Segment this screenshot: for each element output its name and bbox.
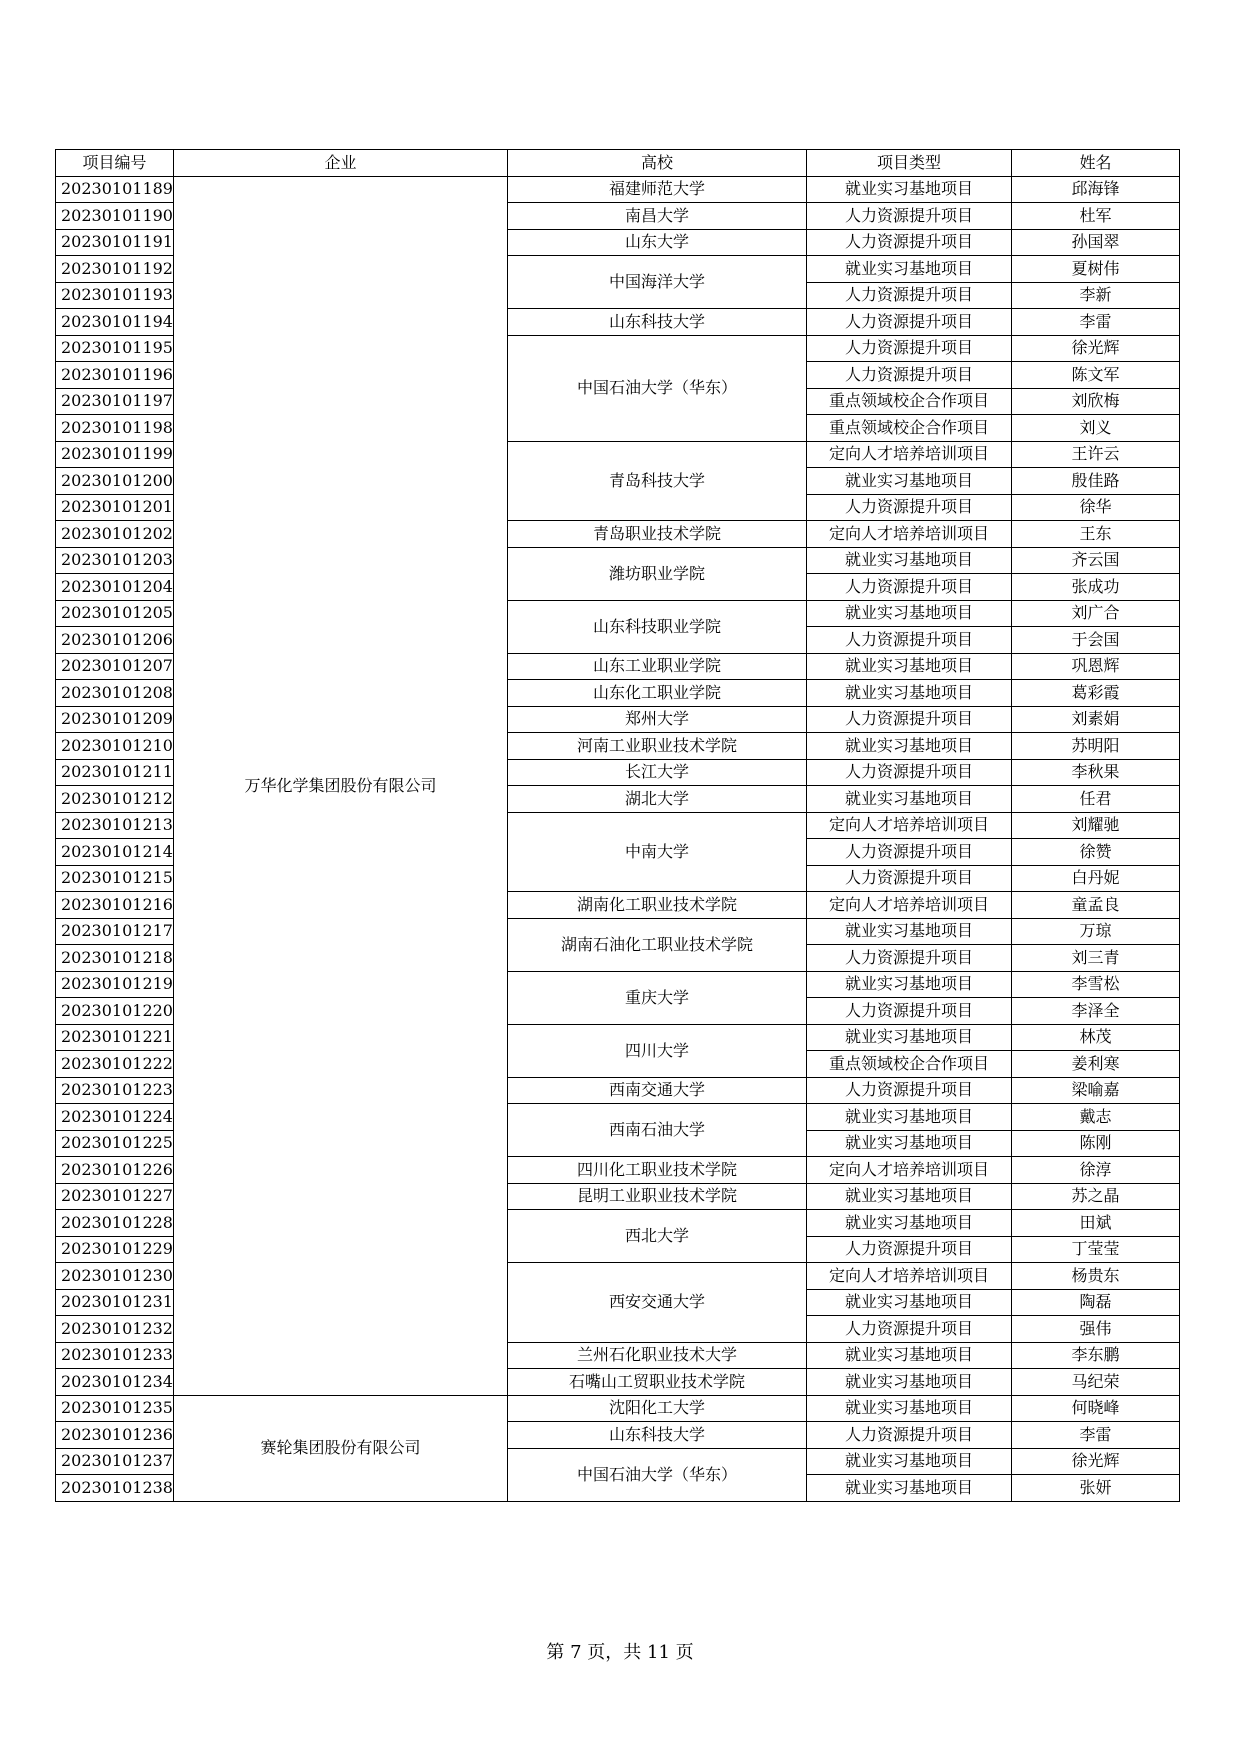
project-type-cell: 就业实习基地项目 — [806, 1289, 1011, 1316]
school-cell: 西安交通大学 — [507, 1263, 806, 1343]
person-name-cell: 白丹妮 — [1011, 865, 1179, 892]
project-type-cell: 重点领域校企合作项目 — [806, 1051, 1011, 1078]
person-name-cell: 童孟良 — [1011, 892, 1179, 919]
person-name-cell: 邱海锋 — [1011, 176, 1179, 203]
school-cell: 湖南石油化工职业技术学院 — [507, 918, 806, 971]
project-id-cell: 20230101218 — [56, 945, 174, 972]
project-type-cell: 定向人才培养培训项目 — [806, 812, 1011, 839]
table-body — [56, 176, 1180, 1501]
header-school: 高校 — [507, 150, 806, 177]
project-type-cell: 就业实习基地项目 — [806, 1395, 1011, 1422]
person-name-cell: 李雷 — [1011, 309, 1179, 336]
project-id-cell: 20230101224 — [56, 1104, 174, 1131]
school-cell: 山东化工职业学院 — [507, 680, 806, 707]
project-id-cell: 20230101206 — [56, 627, 174, 654]
project-type-cell: 就业实习基地项目 — [806, 256, 1011, 283]
company-cell: 万华化学集团股份有限公司 — [173, 176, 507, 1395]
project-type-cell: 人力资源提升项目 — [806, 282, 1011, 309]
school-cell: 山东大学 — [507, 229, 806, 256]
project-type-cell: 就业实习基地项目 — [806, 653, 1011, 680]
person-name-cell: 李新 — [1011, 282, 1179, 309]
project-type-cell: 人力资源提升项目 — [806, 335, 1011, 362]
project-id-cell: 20230101205 — [56, 600, 174, 627]
project-id-cell: 20230101238 — [56, 1475, 174, 1502]
person-name-cell: 孙国翠 — [1011, 229, 1179, 256]
project-id-cell: 20230101192 — [56, 256, 174, 283]
project-id-cell: 20230101217 — [56, 918, 174, 945]
school-cell: 青岛科技大学 — [507, 441, 806, 521]
company-cell: 赛轮集团股份有限公司 — [173, 1395, 507, 1501]
person-name-cell: 徐淳 — [1011, 1157, 1179, 1184]
project-type-cell: 就业实习基地项目 — [806, 680, 1011, 707]
project-id-cell: 20230101226 — [56, 1157, 174, 1184]
school-cell: 河南工业职业技术学院 — [507, 733, 806, 760]
project-type-cell: 人力资源提升项目 — [806, 1422, 1011, 1449]
project-id-cell: 20230101237 — [56, 1448, 174, 1475]
project-type-cell: 就业实习基地项目 — [806, 1475, 1011, 1502]
person-name-cell: 苏明阳 — [1011, 733, 1179, 760]
person-name-cell: 何晓峰 — [1011, 1395, 1179, 1422]
project-type-cell: 重点领域校企合作项目 — [806, 388, 1011, 415]
school-cell: 沈阳化工大学 — [507, 1395, 806, 1422]
project-id-cell: 20230101233 — [56, 1342, 174, 1369]
project-type-cell: 人力资源提升项目 — [806, 362, 1011, 389]
table-row — [56, 1395, 1180, 1422]
project-type-cell: 就业实习基地项目 — [806, 1130, 1011, 1157]
person-name-cell: 徐赞 — [1011, 839, 1179, 866]
project-type-cell: 就业实习基地项目 — [806, 733, 1011, 760]
person-name-cell: 齐云国 — [1011, 547, 1179, 574]
project-type-cell: 就业实习基地项目 — [806, 1183, 1011, 1210]
project-id-cell: 20230101189 — [56, 176, 174, 203]
school-cell: 山东科技大学 — [507, 1422, 806, 1449]
person-name-cell: 巩恩辉 — [1011, 653, 1179, 680]
project-id-cell: 20230101235 — [56, 1395, 174, 1422]
project-type-cell: 就业实习基地项目 — [806, 1210, 1011, 1237]
project-type-cell: 就业实习基地项目 — [806, 1024, 1011, 1051]
person-name-cell: 殷佳路 — [1011, 468, 1179, 495]
project-id-cell: 20230101220 — [56, 998, 174, 1025]
project-id-cell: 20230101215 — [56, 865, 174, 892]
person-name-cell: 徐光辉 — [1011, 335, 1179, 362]
project-type-cell: 人力资源提升项目 — [806, 494, 1011, 521]
project-id-cell: 20230101196 — [56, 362, 174, 389]
person-name-cell: 徐华 — [1011, 494, 1179, 521]
project-type-cell: 定向人才培养培训项目 — [806, 1157, 1011, 1184]
header-company: 企业 — [173, 150, 507, 177]
project-id-cell: 20230101202 — [56, 521, 174, 548]
project-id-cell: 20230101193 — [56, 282, 174, 309]
school-cell: 中国海洋大学 — [507, 256, 806, 309]
person-name-cell: 刘耀驰 — [1011, 812, 1179, 839]
table-row — [56, 176, 1180, 203]
project-type-cell: 人力资源提升项目 — [806, 574, 1011, 601]
school-cell: 湖北大学 — [507, 786, 806, 813]
project-type-cell: 就业实习基地项目 — [806, 786, 1011, 813]
person-name-cell: 姜利寒 — [1011, 1051, 1179, 1078]
project-id-cell: 20230101214 — [56, 839, 174, 866]
project-type-cell: 人力资源提升项目 — [806, 945, 1011, 972]
project-id-cell: 20230101201 — [56, 494, 174, 521]
project-id-cell: 20230101197 — [56, 388, 174, 415]
project-id-cell: 20230101209 — [56, 706, 174, 733]
project-id-cell: 20230101198 — [56, 415, 174, 442]
school-cell: 南昌大学 — [507, 203, 806, 230]
project-type-cell: 人力资源提升项目 — [806, 865, 1011, 892]
person-name-cell: 刘广合 — [1011, 600, 1179, 627]
person-name-cell: 张妍 — [1011, 1475, 1179, 1502]
person-name-cell: 葛彩霞 — [1011, 680, 1179, 707]
person-name-cell: 刘义 — [1011, 415, 1179, 442]
school-cell: 青岛职业技术学院 — [507, 521, 806, 548]
project-type-cell: 定向人才培养培训项目 — [806, 892, 1011, 919]
project-id-cell: 20230101234 — [56, 1369, 174, 1396]
person-name-cell: 戴志 — [1011, 1104, 1179, 1131]
header-project-id: 项目编号 — [56, 150, 174, 177]
person-name-cell: 田斌 — [1011, 1210, 1179, 1237]
person-name-cell: 任君 — [1011, 786, 1179, 813]
school-cell: 西北大学 — [507, 1210, 806, 1263]
project-type-cell: 人力资源提升项目 — [806, 759, 1011, 786]
project-id-cell: 20230101225 — [56, 1130, 174, 1157]
school-cell: 四川大学 — [507, 1024, 806, 1077]
project-table — [55, 149, 1180, 1502]
person-name-cell: 陶磊 — [1011, 1289, 1179, 1316]
person-name-cell: 陈刚 — [1011, 1130, 1179, 1157]
project-id-cell: 20230101208 — [56, 680, 174, 707]
project-id-cell: 20230101219 — [56, 971, 174, 998]
project-type-cell: 人力资源提升项目 — [806, 627, 1011, 654]
school-cell: 中国石油大学（华东） — [507, 1448, 806, 1501]
header-project-type: 项目类型 — [806, 150, 1011, 177]
school-cell: 长江大学 — [507, 759, 806, 786]
project-type-cell: 人力资源提升项目 — [806, 998, 1011, 1025]
person-name-cell: 刘三青 — [1011, 945, 1179, 972]
project-id-cell: 20230101200 — [56, 468, 174, 495]
project-id-cell: 20230101213 — [56, 812, 174, 839]
person-name-cell: 张成功 — [1011, 574, 1179, 601]
project-type-cell: 重点领域校企合作项目 — [806, 415, 1011, 442]
table-header-row — [56, 150, 1180, 177]
school-cell: 昆明工业职业技术学院 — [507, 1183, 806, 1210]
project-type-cell: 定向人才培养培训项目 — [806, 441, 1011, 468]
project-id-cell: 20230101216 — [56, 892, 174, 919]
school-cell: 郑州大学 — [507, 706, 806, 733]
school-cell: 重庆大学 — [507, 971, 806, 1024]
school-cell: 西南石油大学 — [507, 1104, 806, 1157]
school-cell: 山东科技职业学院 — [507, 600, 806, 653]
person-name-cell: 李东鹏 — [1011, 1342, 1179, 1369]
project-id-cell: 20230101204 — [56, 574, 174, 601]
project-id-cell: 20230101203 — [56, 547, 174, 574]
school-cell: 山东工业职业学院 — [507, 653, 806, 680]
project-type-cell: 人力资源提升项目 — [806, 309, 1011, 336]
school-cell: 潍坊职业学院 — [507, 547, 806, 600]
project-type-cell: 就业实习基地项目 — [806, 1342, 1011, 1369]
project-id-cell: 20230101211 — [56, 759, 174, 786]
project-type-cell: 定向人才培养培训项目 — [806, 521, 1011, 548]
project-type-cell: 就业实习基地项目 — [806, 1104, 1011, 1131]
school-cell: 湖南化工职业技术学院 — [507, 892, 806, 919]
project-type-cell: 就业实习基地项目 — [806, 468, 1011, 495]
person-name-cell: 强伟 — [1011, 1316, 1179, 1343]
project-id-cell: 20230101231 — [56, 1289, 174, 1316]
school-cell: 四川化工职业技术学院 — [507, 1157, 806, 1184]
school-cell: 石嘴山工贸职业技术学院 — [507, 1369, 806, 1396]
project-type-cell: 就业实习基地项目 — [806, 971, 1011, 998]
person-name-cell: 李雷 — [1011, 1422, 1179, 1449]
person-name-cell: 徐光辉 — [1011, 1448, 1179, 1475]
person-name-cell: 苏之晶 — [1011, 1183, 1179, 1210]
person-name-cell: 李秋果 — [1011, 759, 1179, 786]
project-id-cell: 20230101228 — [56, 1210, 174, 1237]
person-name-cell: 于会国 — [1011, 627, 1179, 654]
person-name-cell: 李雪松 — [1011, 971, 1179, 998]
person-name-cell: 李泽全 — [1011, 998, 1179, 1025]
project-id-cell: 20230101195 — [56, 335, 174, 362]
project-id-cell: 20230101227 — [56, 1183, 174, 1210]
page-number: 第 7 页，共 11 页 — [546, 1642, 694, 1663]
project-id-cell: 20230101236 — [56, 1422, 174, 1449]
person-name-cell: 林茂 — [1011, 1024, 1179, 1051]
person-name-cell: 梁喻嘉 — [1011, 1077, 1179, 1104]
project-id-cell: 20230101191 — [56, 229, 174, 256]
person-name-cell: 刘欣梅 — [1011, 388, 1179, 415]
project-id-cell: 20230101222 — [56, 1051, 174, 1078]
project-type-cell: 人力资源提升项目 — [806, 229, 1011, 256]
project-type-cell: 就业实习基地项目 — [806, 1369, 1011, 1396]
project-type-cell: 定向人才培养培训项目 — [806, 1263, 1011, 1290]
project-type-cell: 就业实习基地项目 — [806, 176, 1011, 203]
school-cell: 中南大学 — [507, 812, 806, 892]
project-id-cell: 20230101230 — [56, 1263, 174, 1290]
project-type-cell: 人力资源提升项目 — [806, 203, 1011, 230]
project-id-cell: 20230101194 — [56, 309, 174, 336]
person-name-cell: 刘素娟 — [1011, 706, 1179, 733]
project-id-cell: 20230101210 — [56, 733, 174, 760]
person-name-cell: 杨贵东 — [1011, 1263, 1179, 1290]
project-id-cell: 20230101190 — [56, 203, 174, 230]
project-id-cell: 20230101212 — [56, 786, 174, 813]
project-type-cell: 就业实习基地项目 — [806, 918, 1011, 945]
project-id-cell: 20230101199 — [56, 441, 174, 468]
person-name-cell: 王东 — [1011, 521, 1179, 548]
project-type-cell: 人力资源提升项目 — [806, 1316, 1011, 1343]
project-id-cell: 20230101229 — [56, 1236, 174, 1263]
school-cell: 福建师范大学 — [507, 176, 806, 203]
person-name-cell: 陈文军 — [1011, 362, 1179, 389]
school-cell: 山东科技大学 — [507, 309, 806, 336]
project-id-cell: 20230101232 — [56, 1316, 174, 1343]
person-name-cell: 王许云 — [1011, 441, 1179, 468]
header-person-name: 姓名 — [1011, 150, 1179, 177]
project-id-cell: 20230101207 — [56, 653, 174, 680]
person-name-cell: 杜军 — [1011, 203, 1179, 230]
school-cell: 西南交通大学 — [507, 1077, 806, 1104]
school-cell: 兰州石化职业技术大学 — [507, 1342, 806, 1369]
person-name-cell: 丁莹莹 — [1011, 1236, 1179, 1263]
project-id-cell: 20230101221 — [56, 1024, 174, 1051]
project-type-cell: 就业实习基地项目 — [806, 600, 1011, 627]
person-name-cell: 夏树伟 — [1011, 256, 1179, 283]
project-type-cell: 就业实习基地项目 — [806, 547, 1011, 574]
project-type-cell: 就业实习基地项目 — [806, 1448, 1011, 1475]
project-type-cell: 人力资源提升项目 — [806, 1077, 1011, 1104]
school-cell: 中国石油大学（华东） — [507, 335, 806, 441]
project-id-cell: 20230101223 — [56, 1077, 174, 1104]
project-type-cell: 人力资源提升项目 — [806, 1236, 1011, 1263]
project-type-cell: 人力资源提升项目 — [806, 706, 1011, 733]
person-name-cell: 马纪荣 — [1011, 1369, 1179, 1396]
project-type-cell: 人力资源提升项目 — [806, 839, 1011, 866]
person-name-cell: 万琼 — [1011, 918, 1179, 945]
